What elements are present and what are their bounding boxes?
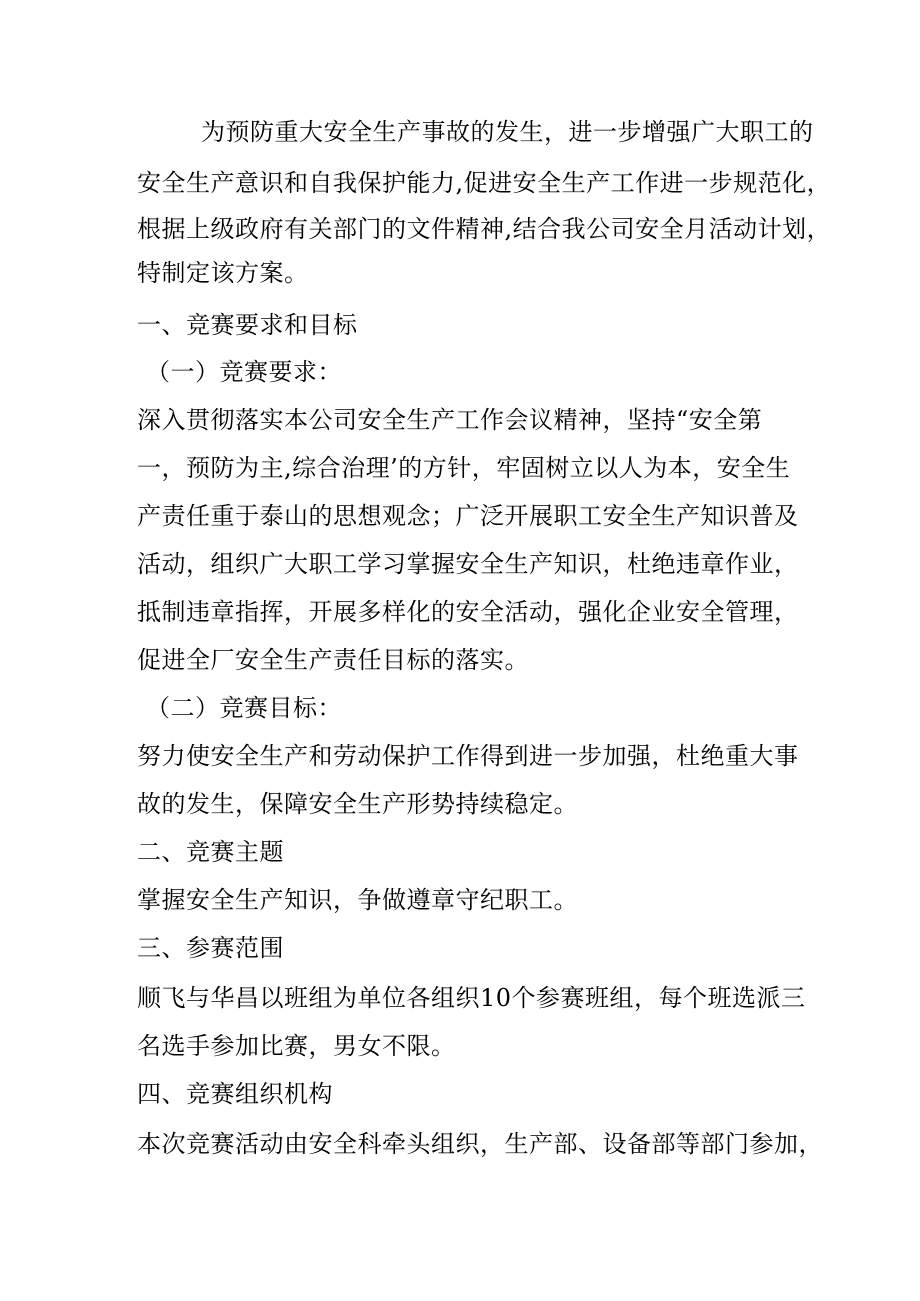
section-heading-2: 二、竞赛主题 — [137, 838, 284, 866]
subsection-heading-2: （二）竞赛目标： — [146, 694, 342, 722]
requirements-paragraph-line-6: 促进全厂安全生产责任目标的落实。 — [137, 646, 529, 674]
section-heading-1: 一、竞赛要求和目标 — [137, 311, 358, 339]
theme-paragraph: 掌握安全生产知识，争做遵章守纪职工。 — [137, 886, 578, 914]
requirements-paragraph-line-5: 抵制违章指挥，开展多样化的安全活动，强化企业安全管理， — [137, 598, 799, 626]
section-heading-4: 四、竞赛组织机构 — [137, 1080, 333, 1108]
subsection-heading-1: （一）竞赛要求： — [146, 358, 342, 386]
goals-paragraph-line-2: 故的发生，保障安全生产形势持续稳定。 — [137, 790, 578, 818]
requirements-paragraph-line-3: 产责任重于泰山的思想观念；广泛开展职工安全生产知识普及 — [137, 502, 799, 530]
requirements-paragraph-line-2: 一，预防为主,综合治理’的方针，牢固树立以人为本，安全生 — [137, 454, 791, 482]
scope-paragraph-line-1: 顺飞与华昌以班组为单位各组织10个参赛班组，每个班选派三 — [137, 984, 806, 1012]
organization-paragraph-line-1: 本次竞赛活动由安全科牵头组织，生产部、设备部等部门参加， — [137, 1130, 823, 1158]
intro-paragraph-line-2: 安全生产意识和自我保护能力,促进安全生产工作进一步规范化， — [137, 169, 832, 197]
intro-paragraph-line-1: 为预防重大安全生产事故的发生，进一步增强广大职工的 — [201, 118, 814, 146]
scope-paragraph-line-2: 名选手参加比赛，男女不限。 — [137, 1032, 456, 1060]
goals-paragraph-line-1: 努力使安全生产和劳动保护工作得到进一步加强，杜绝重大事 — [137, 742, 799, 770]
section-heading-3: 三、参赛范围 — [137, 934, 284, 962]
requirements-paragraph-line-4: 活动，组织广大职工学习掌握安全生产知识，杜绝违章作业， — [137, 550, 799, 578]
intro-paragraph-line-3: 根据上级政府有关部门的文件精神,结合我公司安全月活动计划， — [137, 215, 832, 243]
requirements-paragraph-line-1: 深入贯彻落实本公司安全生产工作会议精神，坚持“安全第 — [137, 406, 763, 434]
intro-paragraph-line-4: 特制定该方案。 — [137, 259, 309, 287]
